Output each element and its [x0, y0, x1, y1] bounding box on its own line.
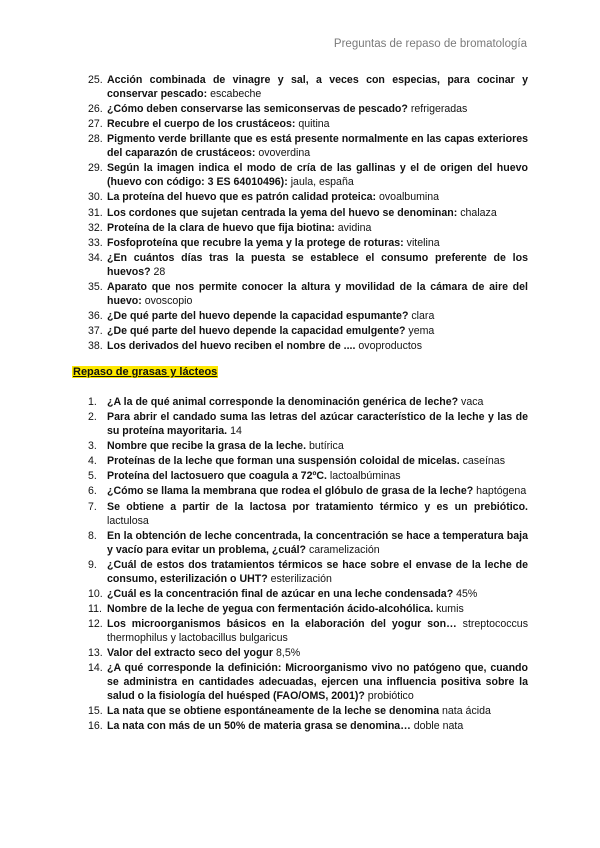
- question-number: 38.: [88, 340, 103, 353]
- question-text: ¿Cuál de estos dos tratamientos térmicos se hace sobre el envase de la leche de consumo, esterilización o UHT?: [107, 558, 528, 585]
- question-text: ¿De qué parte del huevo depende la capacidad emulgente?: [107, 325, 406, 338]
- question-number: 34.: [88, 251, 103, 264]
- question-item: [0, 529, 600, 557]
- question-item: [0, 439, 600, 453]
- answer-text: caseínas: [462, 455, 505, 468]
- question-text: Aparato que nos permite conocer la altura y movilidad de la cámara de aire del huevo:: [107, 280, 528, 307]
- question-text: ¿Cuál es la concentración final de azúcar en una leche condensada?: [107, 587, 454, 600]
- answer-text: lactulosa: [107, 514, 149, 527]
- question-item: [0, 454, 600, 468]
- answer-text: 8,5%: [275, 647, 301, 660]
- question-number: 10.: [88, 587, 103, 600]
- question-item: [0, 190, 600, 204]
- answer-text: vitelina: [406, 236, 440, 249]
- answer-text: probiótico: [367, 690, 414, 703]
- answer-text: ovoalbumina: [378, 191, 440, 204]
- answer-text: 45%: [456, 587, 478, 600]
- question-number: 13.: [88, 647, 103, 660]
- question-item: [0, 339, 600, 353]
- question-number: 27.: [88, 118, 103, 131]
- question-number: 30.: [88, 191, 103, 204]
- question-text: Acción combinada de vinagre y sal, a veces con especias, para cocinar y conservar pescado:: [107, 74, 528, 100]
- question-number: 7.: [88, 500, 97, 513]
- question-item: [0, 117, 600, 131]
- question-item: [0, 484, 600, 498]
- question-number: 2.: [88, 411, 97, 424]
- question-text: ¿Cómo se llama la membrana que rodea el glóbulo de grasa de la leche?: [107, 485, 474, 498]
- question-item: [0, 161, 600, 189]
- question-item: [0, 500, 600, 528]
- question-item: [0, 719, 600, 733]
- question-item: [0, 132, 600, 160]
- question-number: 15.: [88, 705, 103, 718]
- question-text: ¿A qué corresponde la definición: Microorganismo vivo no patógeno que, cuando se administra en cantidades adecuadas, ejercen una influencia positiva sobre la salud o la fisiología del huésped (FAO/OMS, 2001)?: [107, 662, 528, 703]
- question-text: Se obtiene a partir de la lactosa por tratamiento térmico y es un prebiótico.: [107, 500, 528, 513]
- answer-text: avidina: [337, 221, 372, 234]
- question-item: [0, 309, 600, 323]
- question-item: [0, 73, 600, 101]
- question-number: 36.: [88, 310, 103, 323]
- section-title-fats-dairy: Repaso de grasas y lácteos: [73, 366, 218, 378]
- answer-text: jaula, españa: [290, 176, 354, 189]
- question-number: 37.: [88, 325, 103, 338]
- question-text: Proteínas de la leche que forman una suspensión coloidal de micelas.: [107, 455, 460, 468]
- question-text: En la obtención de leche concentrada, la concentración se hace a temperatura baja y vacío para evitar un problema, ¿cuál?: [107, 529, 528, 556]
- answer-text: nata ácida: [442, 705, 491, 718]
- question-number: 11.: [88, 602, 102, 615]
- answer-text: butírica: [308, 440, 344, 453]
- question-item: [0, 280, 600, 308]
- answer-text: esterilización: [270, 572, 332, 585]
- question-text: ¿En cuántos días tras la puesta se establece el consumo preferente de los huevos?: [107, 251, 528, 278]
- answer-text: vaca: [461, 396, 484, 408]
- question-number: 35.: [88, 280, 103, 293]
- question-number: 26.: [88, 103, 103, 116]
- page-header: Preguntas de repaso de bromatología: [333, 38, 527, 50]
- question-text: ¿De qué parte del huevo depende la capacidad espumante?: [107, 310, 409, 323]
- question-text: ¿A la de qué animal corresponde la denominación genérica de leche?: [107, 396, 459, 408]
- answer-text: ovoverdina: [258, 147, 311, 160]
- question-item: [0, 602, 600, 616]
- question-text: Para abrir el candado suma las letras del azúcar característico de la leche y las de su proteína mayoritaria.: [107, 411, 528, 438]
- answer-text: kumis: [436, 602, 464, 615]
- question-item: [0, 469, 600, 483]
- question-text: ¿Cómo deben conservarse las semiconservas de pescado?: [107, 103, 408, 116]
- answer-text: haptógena: [476, 485, 527, 498]
- question-item: [0, 102, 600, 116]
- question-item: [0, 221, 600, 235]
- question-text: La nata con más de un 50% de materia grasa se denomina…: [107, 720, 411, 733]
- question-number: 8.: [88, 529, 97, 542]
- question-text: Los derivados del huevo reciben el nombre de ....: [107, 340, 356, 353]
- answer-text: escabeche: [210, 88, 262, 100]
- question-number: 1.: [88, 396, 97, 408]
- question-text: Nombre de la leche de yegua con fermentación ácido-alcohólica.: [107, 602, 434, 615]
- question-text: Proteína del lactosuero que coagula a 72ºC.: [107, 470, 327, 483]
- answer-text: quitina: [298, 118, 330, 131]
- question-number: 5.: [88, 470, 97, 483]
- question-text: Nombre que recibe la grasa de la leche.: [107, 440, 307, 453]
- question-number: 31.: [88, 206, 103, 219]
- question-item: [0, 395, 600, 409]
- answer-text: 14: [230, 425, 242, 438]
- answer-text: doble nata: [413, 720, 464, 733]
- question-text: Proteína de la clara de huevo que fija biotina:: [107, 221, 335, 234]
- question-number: 33.: [88, 236, 103, 249]
- question-number: 28.: [88, 133, 103, 146]
- fats-dairy-question-list: [0, 395, 600, 735]
- question-number: 4.: [88, 455, 97, 468]
- answer-text: refrigeradas: [410, 103, 468, 116]
- question-item: [0, 661, 600, 703]
- question-text: Los microorganismos básicos en la elaboración del yogur son…: [107, 618, 457, 631]
- question-text: Según la imagen indica el modo de cría de las gallinas y el de origen del huevo (huevo con código: 3 ES 64010496):: [107, 162, 528, 189]
- question-item: [0, 617, 600, 645]
- question-number: 6.: [88, 485, 97, 498]
- answer-text: ovoproductos: [358, 340, 422, 353]
- question-text: La nata que se obtiene espontáneamente de la leche se denomina: [107, 705, 440, 718]
- question-number: 29.: [88, 162, 103, 175]
- question-item: [0, 206, 600, 220]
- question-item: [0, 704, 600, 718]
- answer-text: caramelización: [308, 543, 380, 556]
- answer-text: yema: [408, 325, 435, 338]
- question-number: 9.: [88, 558, 97, 571]
- eggs-fish-question-list: [0, 73, 600, 354]
- question-item: [0, 410, 600, 438]
- question-number: 25.: [88, 74, 103, 86]
- question-text: Valor del extracto seco del yogur: [107, 647, 274, 660]
- question-text: Fosfoproteína que recubre la yema y la protege de roturas:: [107, 236, 404, 249]
- question-text: Los cordones que sujetan centrada la yema del huevo se denominan:: [107, 206, 458, 219]
- question-item: [0, 251, 600, 279]
- answer-text: streptococcus thermophilus y lactobacillus bulgaricus: [107, 618, 528, 645]
- answer-text: ovoscopio: [144, 294, 193, 307]
- question-text: Recubre el cuerpo de los crustáceos:: [107, 118, 296, 131]
- question-number: 3.: [88, 440, 97, 453]
- answer-text: lactoalbúminas: [329, 470, 401, 483]
- question-number: 32.: [88, 221, 103, 234]
- answer-text: clara: [411, 310, 435, 323]
- answer-text: chalaza: [460, 206, 497, 219]
- question-number: 12.: [88, 618, 103, 631]
- question-number: 14.: [88, 662, 103, 675]
- question-text: La proteína del huevo que es patrón calidad proteica:: [107, 191, 377, 204]
- question-item: [0, 587, 600, 601]
- question-item: [0, 324, 600, 338]
- question-item: [0, 558, 600, 586]
- answer-text: 28: [153, 265, 166, 278]
- question-item: [0, 646, 600, 660]
- question-number: 16.: [88, 720, 103, 733]
- question-text: Pigmento verde brillante que es está presente normalmente en las capas exteriores del caparazón de crustáceos:: [107, 133, 528, 160]
- question-item: [0, 236, 600, 250]
